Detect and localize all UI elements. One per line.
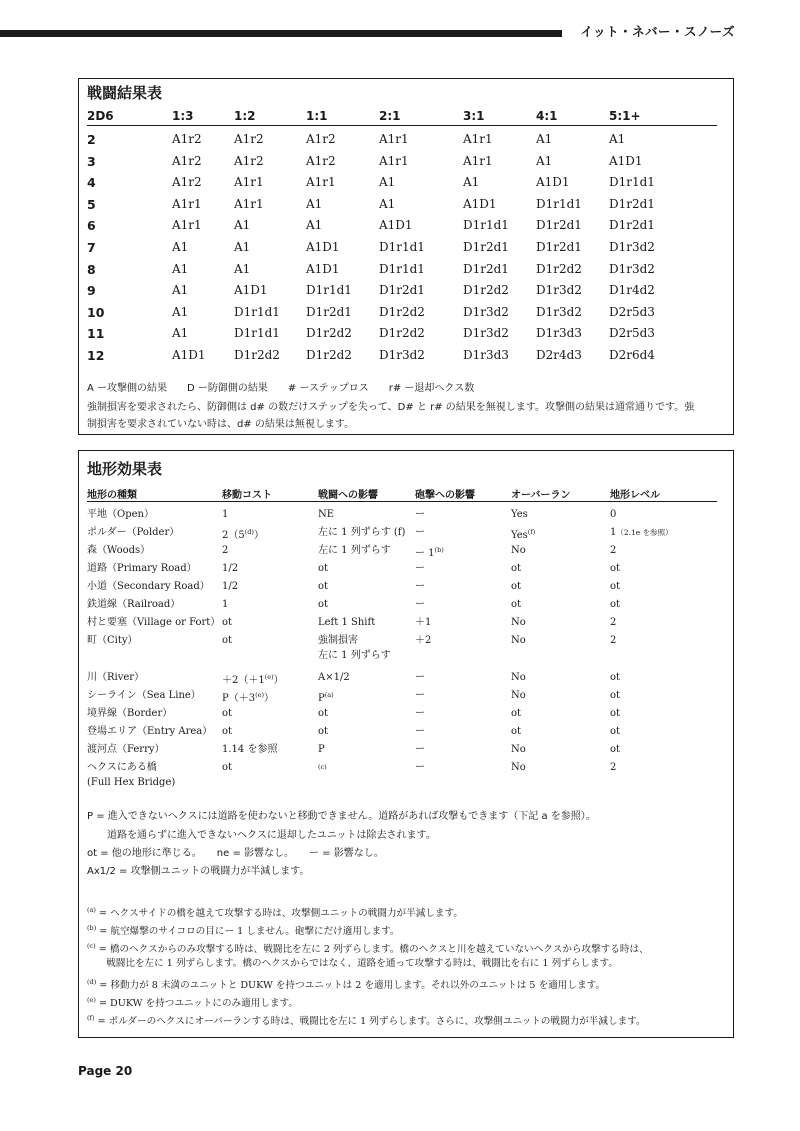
crt-cell: A1r1 [463,132,493,146]
tec-combat-effect: 左に 1 列ずらす (f) [318,527,406,538]
tec-col-header: 砲撃への影響 [415,490,475,501]
tec-terrain-level: ot [610,563,621,574]
tec-terrain-level: 2 [610,635,617,646]
crt-cell: A1 [379,196,396,211]
tec-combat-effect: ot [318,599,329,610]
tec-move-cost: ot [222,708,233,719]
crt-cell: A1 [172,283,189,298]
tec-overrun: ot [511,563,522,574]
tec-footnote: $^{(b)}$ = 航空爆撃のサイコロの目にー 1 しません。砲撃にだけ適用します。 [87,924,400,937]
tec-combat-effect: 左に 1 列ずらす [318,545,391,556]
tec-terrain: 渡河点（Ferry） [87,744,165,755]
crt-cell: A1r1 [172,196,202,211]
tec-footnote: $^{(d)}$ = 移動力が 8 未満のユニットと DUKW を持つユニットは 2 を適用します。それ以外のユニットは 5 を適用します。 [87,978,605,991]
crt-cell: D1r3d2 [536,283,582,298]
crt-cell: D1r2d1 [536,218,582,233]
crt-cell: D1r3d3 [536,326,582,341]
tec-move-cost: 1/2 [222,581,239,592]
tec-terrain: 道路（Primary Road） [87,563,197,574]
tec-terrain-level: ot [610,744,621,755]
footnote-mark: (a) [87,906,96,914]
tec-terrain: 登場エリア（Entry Area） [87,726,213,737]
tec-move-cost: ot [222,726,233,737]
crt-cell: A1r2 [234,132,264,146]
tec-move-cost: 1/2 [222,563,239,574]
tec-col-header: オーバーラン [511,490,571,501]
tec-combat-effect: 強制損害 [318,635,358,646]
tec-terrain-level: 2 [610,617,617,628]
crt-col-header: 1:2 [234,109,256,123]
crt-cell: D1r3d2 [463,326,509,341]
crt-die-roll: 6 [87,218,96,234]
footnote-mark: (f) [527,528,536,536]
footnote-mark: (c) [87,942,96,950]
crt-cell: D2r5d3 [609,304,655,319]
crt-die-roll: 11 [87,326,105,342]
crt-cell: A1D1 [234,283,268,298]
tec-bombard-effect: ー [415,726,425,737]
crt-cell: D2r5d3 [609,326,655,341]
tec-overrun: No [511,545,526,556]
tec-terrain-level: ot [610,672,621,683]
crt-cell: A1r1 [306,175,336,190]
crt-cell: D1r2d1 [379,283,425,298]
crt-cell: A1 [234,240,251,254]
crt-cell: A1 [172,240,189,254]
crt-cell: A1r1 [463,153,493,168]
tec-bombard-effect: ー 1$^{(b)}$ [415,546,444,559]
tec-overrun: No [511,690,526,701]
footnote-mark: (c) [318,763,327,771]
tec-terrain: 小道（Secondary Road） [87,581,210,592]
tec-terrain-level: 0 [610,509,617,520]
crt-cell: A1r2 [306,153,336,168]
crt-cell: D1r3d2 [609,261,655,276]
crt-cell: A1 [536,153,553,168]
crt-col-header: 2:1 [379,109,401,123]
crt-cell: A1D1 [306,261,340,276]
crt-cell: A1r2 [172,153,202,168]
crt-cell: A1D1 [172,348,206,362]
tec-overrun: ot [511,726,522,737]
crt-cell: A1 [172,261,189,276]
tec-overrun: No [511,617,526,628]
crt-cell: A1r1 [379,132,409,146]
tec-bombard-effect: ー [415,527,425,538]
crt-cell: A1r2 [234,153,264,168]
tec-move-cost: 1.14 を参照 [222,744,278,755]
tec-combat-effect: P [318,744,325,755]
tec-move-cost: 2 [222,545,229,556]
tec-terrain: シーライン（Sea Line） [87,690,201,701]
crt-col-header: 4:1 [536,109,558,123]
crt-cell: D1r2d1 [463,240,509,254]
crt-cell: A1 [172,326,189,341]
crt-col-header: 2D6 [87,109,114,123]
crt-cell: D1r2d2 [306,348,352,362]
tec-overrun: ot [511,581,522,592]
crt-die-roll: 10 [87,304,105,320]
tec-move-cost: $P(+3^{(e)})$ [222,691,275,704]
tec-overrun: Yes$^{(f)}$ [511,528,536,541]
tec-bombard-effect: ー [415,581,425,592]
tec-combat-effect: ot [318,581,329,592]
tec-combat-effect: Left 1 Shift [318,617,376,628]
crt-cell: D1r1d1 [379,261,425,276]
crt-die-roll: 5 [87,196,96,212]
tec-bombard-effect: ー [415,599,425,610]
tec-overrun: Yes [511,509,528,520]
footnote-mark: (d) [87,978,97,986]
crt-cell: D1r2d1 [306,304,352,319]
crt-cell: D1r1d1 [234,326,280,341]
footnote-mark: (b) [434,546,444,554]
crt-cell: A1r2 [172,132,202,146]
crt-cell: A1 [306,196,323,211]
tec-overrun: No [511,672,526,683]
tec-title: 地形効果表 [87,460,163,478]
crt-die-roll: 4 [87,175,96,191]
tec-terrain: ヘクスにある橋 [87,762,157,773]
tec-terrain: ポルダー（Polder） [87,527,180,538]
crt-cell: D1r1d1 [306,283,352,298]
tec-footnote: $^{(f)}$ = ポルダーのヘクスにオーバーランする時は、戦闘比を左に 1 列ずらします。さらに、攻撃側ユニットの戦闘力が半減します。 [87,1014,646,1027]
tec-overrun: ot [511,599,522,610]
tec-overrun: No [511,635,526,646]
tec-combat-effect: ot [318,708,329,719]
crt-cell: D1r2d2 [463,283,509,298]
footnote-mark: (b) [87,924,97,932]
crt-cell: D1r2d2 [379,326,425,341]
tec-note-line: ot = 他の地形に準じる。 ne = 影響なし。 ー = 影響なし。 [87,848,384,859]
crt-cell: A1 [306,218,323,233]
crt-cell: D1r1d1 [379,240,425,254]
tec-terrain: 町（City） [87,635,138,646]
crt-note-line: 強制損害を要求されたら、防御側は d# の数だけステップを失って、D# と r# の結果を無視します。攻撃側の結果は通常通りです。強 [87,402,695,413]
tec-move-cost: ot [222,762,233,773]
tec-footnote: $^{(c)}$ = 橋のヘクスからのみ攻撃する時は、戦闘比を左に 2 列ずらします。橋のヘクスと川を越えていないヘクスから攻撃する時は、 [87,942,649,955]
crt-cell: D1r4d2 [609,283,655,298]
crt-cell: D1r1d1 [234,304,280,319]
footnote-mark: (e) [87,996,96,1004]
tec-footnote: $^{(a)}$ = ヘクスサイドの橋を越えて攻撃する時は、攻撃側ユニットの戦闘力が半減します。 [87,906,463,919]
crt-cell: A1 [234,218,251,233]
tec-combat-effect: A×1/2 [318,672,350,683]
tec-bombard-effect: ー [415,708,425,719]
tec-overrun: No [511,762,526,773]
tec-combat-effect-line2: 左に 1 列ずらす [318,650,391,661]
tec-terrain: 村と要塞（Village or Fort） [87,617,221,628]
crt-legend: A ー攻撃側の結果 D ー防御側の結果 # ーステップロス r# ー退却ヘクス数 [87,383,475,394]
tec-terrain-level: ot [610,726,621,737]
crt-cell: D1r2d2 [306,326,352,341]
tec-move-cost: ot [222,617,233,628]
tec-note-line: 道路を通らずに進入できないヘクスに退却したユニットは除去されます。 [87,830,436,841]
crt-cell: D1r3d2 [609,240,655,254]
tec-terrain-level: 2 [610,762,617,773]
crt-cell: D1r2d2 [536,261,582,276]
crt-cell: D1r1d1 [609,175,655,190]
crt-cell: D1r1d1 [536,196,582,211]
tec-combat-effect: ot [318,726,329,737]
crt-die-roll: 2 [87,132,96,147]
tec-footnote: $^{(e)}$ = DUKW を持つユニットにのみ適用します。 [87,996,298,1009]
tec-bombard-effect: ー [415,690,425,701]
crt-cell: A1 [609,132,626,146]
crt-cell: D1r3d2 [536,304,582,319]
tec-bombard-effect: ー [415,672,425,683]
tec-move-cost: 1 [222,599,229,610]
crt-cell: A1r1 [234,175,264,190]
crt-die-roll: 8 [87,261,96,277]
tec-bombard-effect: ー [415,563,425,574]
crt-col-header: 1:3 [172,109,194,123]
tec-col-header: 地形の種類 [87,490,137,501]
tec-terrain-level: ot [610,708,621,719]
crt-cell: A1 [234,261,251,276]
crt-cell: A1D1 [306,240,340,254]
footnote-mark: (e) [264,673,274,681]
tec-note-line: Ax1/2 = 攻撃側ユニットの戦闘力が半減します。 [87,866,310,877]
crt-note-line: 制損害を要求されていない時は、d# の結果は無視します。 [87,419,355,430]
crt-die-roll: 3 [87,153,96,169]
crt-cell: A1D1 [609,153,643,168]
crt-col-header: 3:1 [463,109,485,123]
crt-cell: A1r1 [379,153,409,168]
footnote-mark: (f) [87,1014,95,1022]
tec-terrain-level: ot [610,690,621,701]
crt-cell: D1r2d1 [609,218,655,233]
tec-overrun: No [511,744,526,755]
crt-cell: A1D1 [536,175,570,190]
terrain-effects-chart [78,450,734,1038]
tec-terrain-level: ot [610,581,621,592]
crt-cell: A1r2 [306,132,336,146]
footnote-mark: (e) [255,691,265,699]
tec-overrun: ot [511,708,522,719]
tec-terrain-level: ot [610,599,621,610]
crt-cell: A1 [172,304,189,319]
tec-col-header: 戦闘への影響 [318,490,378,501]
tec-terrain-en: (Full Hex Bridge) [87,777,176,788]
crt-die-roll: 9 [87,283,96,299]
tec-col-header: 移動コスト [222,490,272,501]
tec-terrain-level: 2 [610,545,617,556]
crt-cell: D1r3d3 [463,348,509,362]
tec-terrain: 境界線（Border） [87,708,173,719]
page-number: Page 20 [78,1064,133,1078]
tec-move-cost: 2（5$^{(d)}$） [222,528,264,541]
crt-cell: D2r6d4 [609,348,655,362]
footnote-mark: (d) [244,528,254,536]
crt-cell: D1r2d2 [379,304,425,319]
crt-cell: A1 [536,132,553,146]
tec-bombard-effect: ー [415,744,425,755]
crt-cell: D1r2d1 [536,240,582,254]
header-bar [0,30,562,37]
tec-terrain-level: 1（2.1e を参照） [610,527,673,538]
tec-bombard-effect: ー [415,509,425,520]
crt-col-header: 5:1+ [609,109,641,123]
crt-cell: D1r3d2 [379,348,425,362]
crt-cell: D1r1d1 [463,218,509,233]
crt-die-roll: 12 [87,348,105,363]
crt-col-header: 1:1 [306,109,328,123]
crt-cell: D1r2d1 [609,196,655,211]
tec-combat-effect: ot [318,563,329,574]
tec-header-rule [87,501,717,502]
crt-cell: A1D1 [379,218,413,233]
tec-note-line: P = 進入できないヘクスには道路を使わないと移動できません。道路があれば攻撃もできます（下記 a を参照）。 [87,811,596,822]
crt-header-rule [87,125,717,126]
crt-cell: A1r1 [234,196,264,211]
tec-bombard-effect: ー [415,762,425,773]
crt-title: 戦闘結果表 [87,84,163,102]
tec-move-cost: 1 [222,509,229,520]
crt-cell: D1r2d2 [234,348,280,362]
combat-results-table [78,78,734,435]
crt-cell: A1D1 [463,196,497,211]
tec-combat-effect: NE [318,509,335,520]
tec-footnote: 戦闘比を左に 1 列ずらします。橋のヘクスからではなく、道路を通って攻撃する時は、戦闘比を右に 1 列ずらします。 [87,958,618,969]
tec-terrain: 鉄道線（Railroad） [87,599,181,610]
tec-move-cost: $+2(+1^{(e)})$ [222,673,284,686]
footnote-mark: (a) [324,691,334,699]
tec-terrain: 平地（Open） [87,509,154,520]
crt-cell: A1 [463,175,480,190]
tec-col-header: 地形レベル [610,490,660,501]
tec-terrain: 森（Woods） [87,545,151,556]
crt-die-roll: 7 [87,240,96,255]
tec-combat-effect: $P^{(a)}$ [318,691,334,704]
running-title: イット・ネバー・スノーズ [580,24,735,39]
tec-move-cost: ot [222,635,233,646]
crt-cell: D1r2d1 [463,261,509,276]
tec-bombard-effect: ＋2 [415,635,432,646]
crt-cell: A1r1 [172,218,202,233]
tec-bombard-effect: ＋1 [415,617,432,628]
crt-cell: D2r4d3 [536,348,582,362]
crt-cell: A1r2 [172,175,202,190]
tec-combat-effect [318,761,327,777]
crt-cell: D1r3d2 [463,304,509,319]
crt-cell: A1 [379,175,396,190]
tec-terrain: 川（River） [87,672,145,683]
